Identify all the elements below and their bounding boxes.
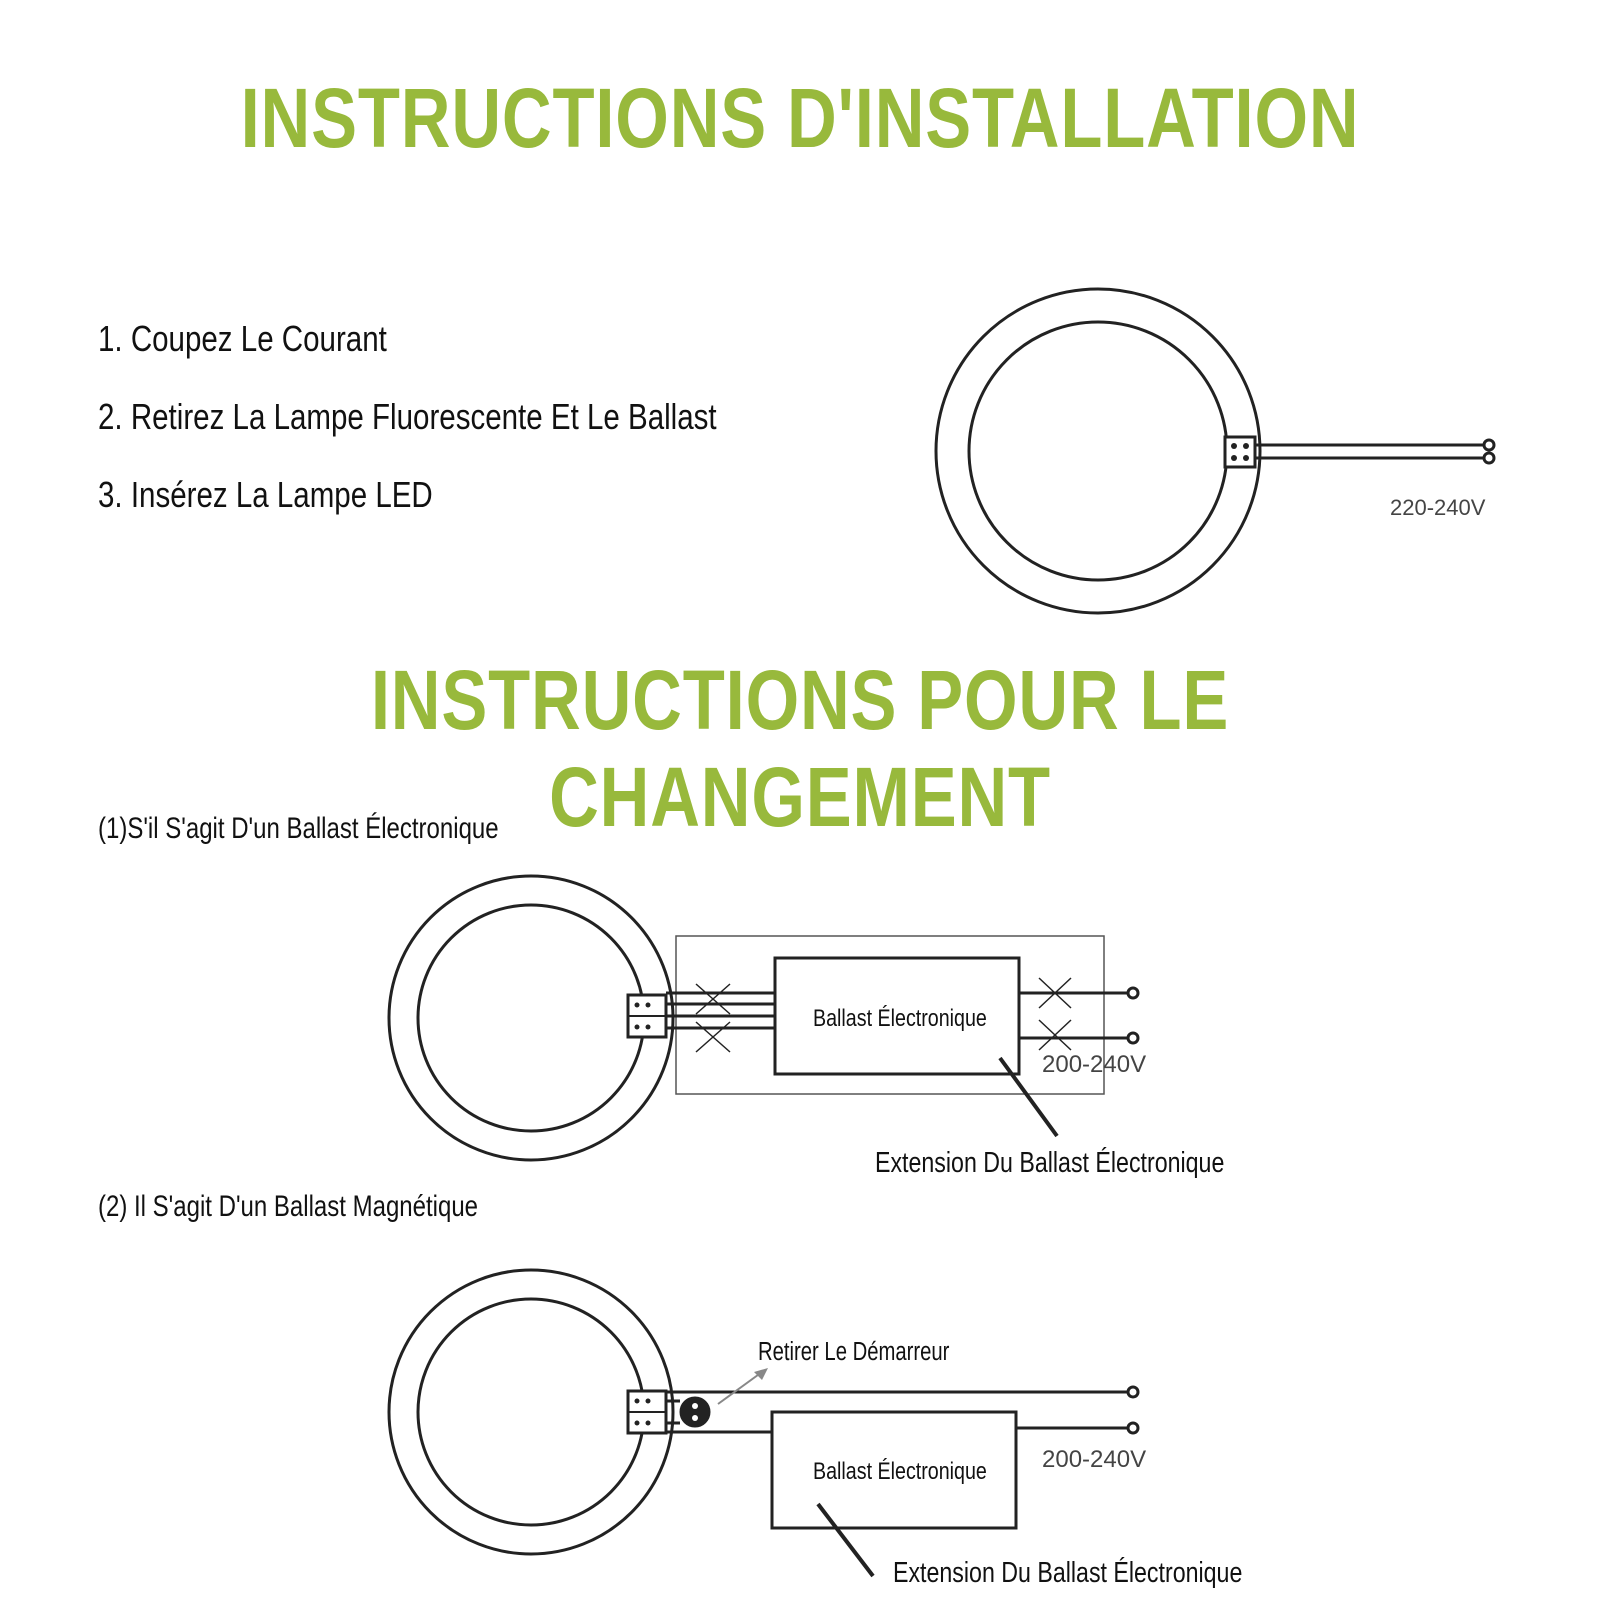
starter [681,1398,709,1426]
section1-voltage: 200-240V [1042,1051,1147,1078]
section2-heading: (2) Il S'agit D'un Ballast Magnétique [98,1190,479,1223]
starter-arrow [718,1372,762,1404]
section1-callout: Extension Du Ballast Électronique [875,1145,1225,1179]
step-2: 2. Retirez La Lampe Fluorescente Et Le Ballast [98,396,717,437]
lamp-diagram-2 [389,876,1138,1160]
terminal2-top [1128,988,1138,998]
lamp2-inner-ring [418,905,644,1131]
ballast-label-1: Ballast Électronique [813,1004,987,1032]
terminal-bottom [1484,453,1494,463]
lamp-diagram-3 [389,1270,1138,1576]
diagram1-voltage: 220-240V [1390,495,1486,520]
terminal-top [1484,440,1494,450]
terminal3-top [1128,1387,1138,1397]
section2-callout: Extension Du Ballast Électronique [893,1555,1243,1589]
section2-voltage: 200-240V [1042,1446,1147,1473]
starter-label: Retirer Le Démarreur [758,1336,950,1366]
lamp-inner-ring [969,322,1227,580]
changement-title: INSTRUCTIONS POUR LE CHANGEMENT [370,653,1230,844]
terminal2-bottom [1128,1033,1138,1043]
step-3: 3. Insérez La Lampe LED [98,474,433,515]
installation-title: INSTRUCTIONS D'INSTALLATION [240,71,1360,165]
section1-heading: (1)S'il S'agit D'un Ballast Électronique [98,812,499,845]
lamp-outer-ring [936,289,1260,613]
lamp-connector [1225,437,1255,467]
ballast-label-2: Ballast Électronique [813,1457,987,1485]
terminal3-bottom [1128,1423,1138,1433]
lamp3-inner-ring [418,1299,644,1525]
callout-line-2 [818,1504,873,1576]
step-1: 1. Coupez Le Courant [98,318,387,359]
lamp-diagram-1 [936,289,1494,613]
